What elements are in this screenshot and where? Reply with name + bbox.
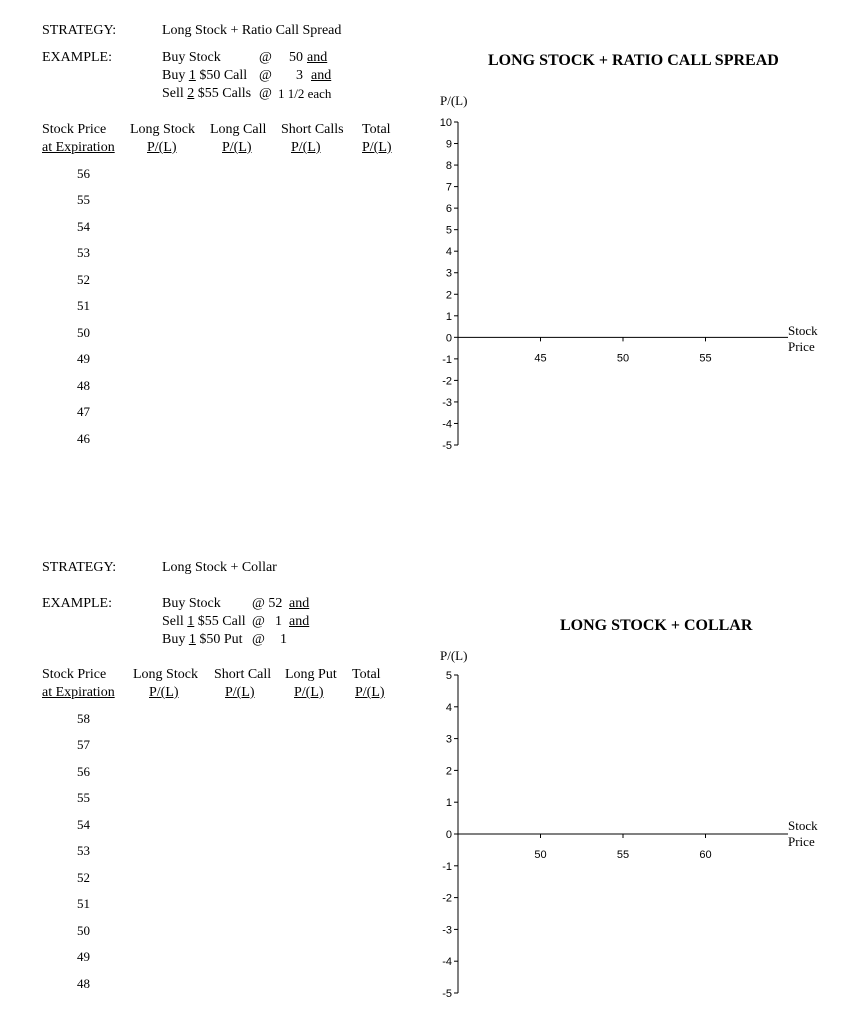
price-cell: 51 xyxy=(77,298,90,313)
y-tick-label: 5 xyxy=(445,224,452,237)
price-cell: 53 xyxy=(77,245,90,260)
col-stock-price: Stock Price xyxy=(42,667,107,682)
y-tick-label: 5 xyxy=(445,670,452,682)
x-tick-label: 45 xyxy=(534,352,547,365)
price-cell: 54 xyxy=(77,219,90,234)
y-tick-label: 2 xyxy=(445,765,452,778)
price-cell: 50 xyxy=(77,923,90,938)
col-short-calls: Short Calls xyxy=(281,122,344,137)
y-tick-label: 4 xyxy=(445,701,452,714)
y-tick-label: 9 xyxy=(445,138,452,151)
col-long-stock: Long Stock xyxy=(133,667,198,682)
strategy-label: STRATEGY: xyxy=(42,23,117,38)
y-tick-label: -5 xyxy=(442,988,452,1000)
y-tick-label: 1 xyxy=(445,310,452,323)
price-cell: 56 xyxy=(77,764,90,779)
y-tick-label: -4 xyxy=(442,418,452,431)
price-cell: 55 xyxy=(77,192,90,207)
example-line: Buy 1 $50 Call xyxy=(162,68,248,83)
price-cell: 48 xyxy=(77,976,90,991)
price-cell: 55 xyxy=(77,790,90,805)
y-tick-label: 0 xyxy=(445,829,452,841)
price-cell: 51 xyxy=(77,896,90,911)
price-cell: 54 xyxy=(77,817,90,832)
col-stock-price: Stock Price xyxy=(42,122,107,137)
price-cell: 49 xyxy=(77,949,90,964)
price-cell: 52 xyxy=(77,272,90,287)
y-tick-label: -2 xyxy=(442,375,452,388)
example-label: EXAMPLE: xyxy=(42,50,112,65)
price-cell: 47 xyxy=(77,404,90,419)
y-tick-label: 6 xyxy=(445,203,452,216)
x-tick-label: 55 xyxy=(699,352,712,365)
price-cell: 50 xyxy=(77,325,90,340)
x-axis-label: Stock Price xyxy=(788,323,818,354)
strategy-value: Long Stock + Ratio Call Spread xyxy=(162,23,342,38)
col-long-stock: Long Stock xyxy=(130,122,195,137)
price-cell: 57 xyxy=(77,737,90,752)
price-cell: 56 xyxy=(77,166,90,181)
example-line: Buy Stock xyxy=(162,50,221,65)
payoff-chart-collar xyxy=(400,660,790,1000)
example-line: Buy 1 $50 Put xyxy=(162,632,243,647)
y-tick-label: 2 xyxy=(445,289,452,302)
col-total: Total xyxy=(362,122,391,137)
x-tick-label: 55 xyxy=(616,849,630,861)
y-tick-label: -3 xyxy=(442,924,452,937)
y-axis-label: P/(L) xyxy=(440,93,468,108)
y-tick-label: -1 xyxy=(442,353,452,366)
y-tick-label: -2 xyxy=(442,892,452,905)
col-long-put: Long Put xyxy=(285,667,337,682)
col-short-call: Short Call xyxy=(214,667,272,682)
y-axis-label: P/(L) xyxy=(440,648,468,663)
price-cell: 49 xyxy=(77,351,90,366)
y-tick-label: 1 xyxy=(445,797,452,810)
example-line: Sell 1 $55 Call xyxy=(162,614,246,629)
y-tick-label: -4 xyxy=(442,956,452,969)
price-cell: 53 xyxy=(77,843,90,858)
x-tick-label: 50 xyxy=(534,849,547,861)
example-line: Buy Stock xyxy=(162,596,221,611)
y-tick-label: 3 xyxy=(445,733,452,746)
price-cell: 52 xyxy=(77,870,90,885)
x-tick-label: 60 xyxy=(699,849,712,861)
y-tick-label: 4 xyxy=(445,246,452,259)
price-cell: 46 xyxy=(77,431,90,446)
y-tick-label: 0 xyxy=(445,332,452,345)
col-total: Total xyxy=(352,667,381,682)
example-line: Sell 2 $55 Calls xyxy=(162,86,252,101)
chart-title: LONG STOCK + COLLAR xyxy=(560,617,753,634)
strategy-label: STRATEGY: xyxy=(42,560,117,575)
x-axis-label: Stock Price xyxy=(788,818,818,849)
y-tick-label: -5 xyxy=(442,440,452,452)
example-label: EXAMPLE: xyxy=(42,596,112,611)
strategy-value: Long Stock + Collar xyxy=(162,560,277,575)
y-tick-label: 10 xyxy=(439,117,452,129)
y-tick-label: -3 xyxy=(442,396,452,409)
col-long-call: Long Call xyxy=(210,122,267,137)
payoff-chart-ratio-call-spread xyxy=(400,100,790,460)
x-tick-label: 50 xyxy=(616,352,630,365)
y-tick-label: 7 xyxy=(445,181,452,194)
y-tick-label: 8 xyxy=(445,160,452,173)
y-tick-label: 3 xyxy=(445,267,452,280)
price-cell: 48 xyxy=(77,378,90,393)
chart-title: LONG STOCK + RATIO CALL SPREAD xyxy=(488,52,779,69)
price-cell: 58 xyxy=(77,711,90,726)
y-tick-label: -1 xyxy=(442,860,452,873)
